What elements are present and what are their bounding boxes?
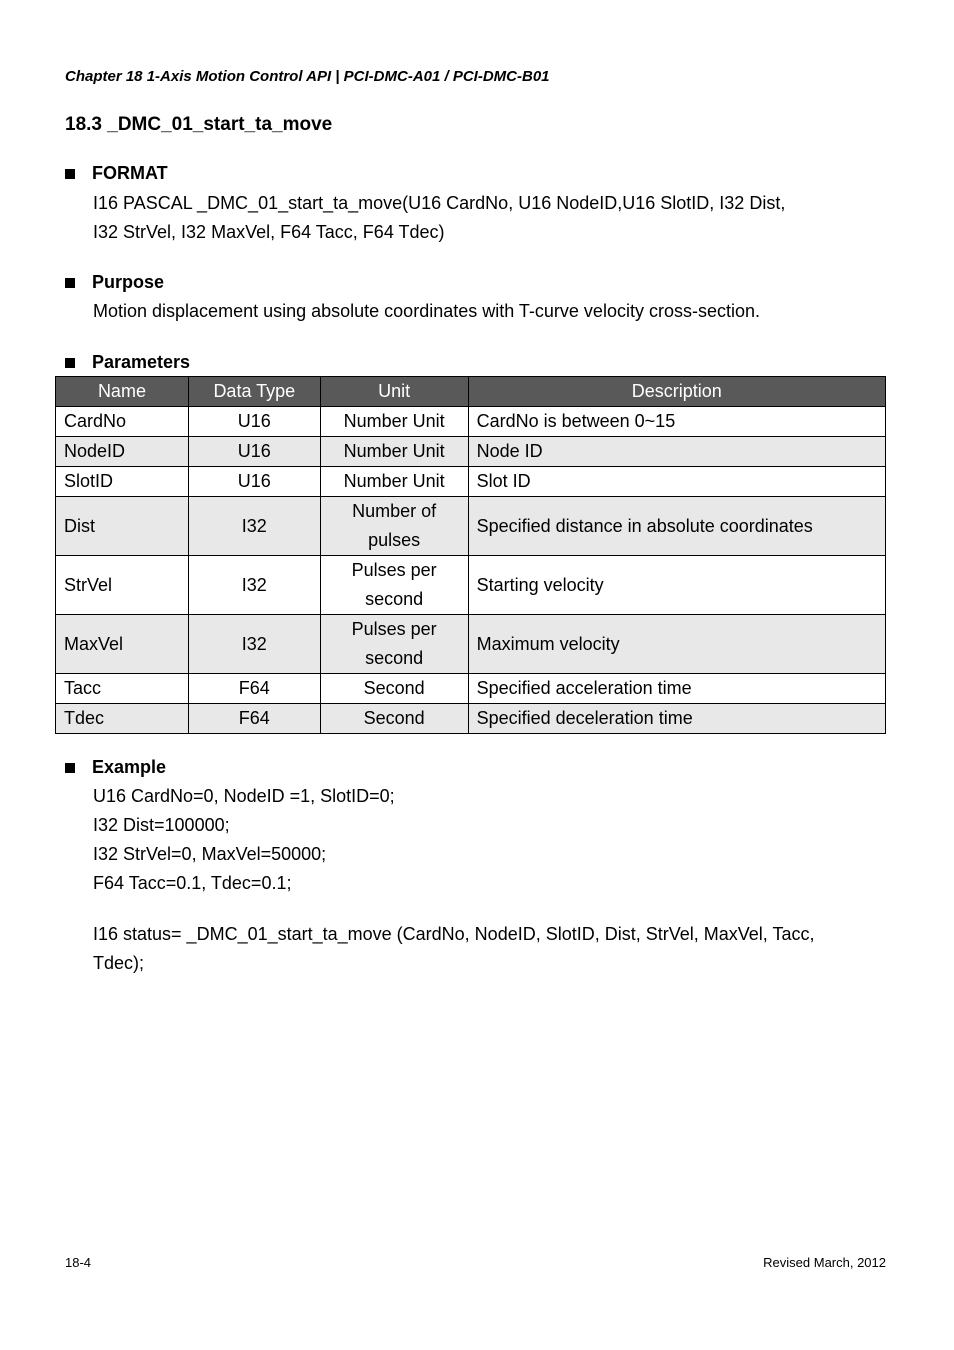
example-line: I32 Dist=100000; <box>93 815 230 835</box>
bullet-square-icon <box>65 169 75 179</box>
example-line: U16 CardNo=0, NodeID =1, SlotID=0; <box>93 786 395 806</box>
param-name: StrVel <box>56 556 189 615</box>
param-description: Starting velocity <box>468 556 885 615</box>
format-signature <box>93 189 785 247</box>
format-heading <box>65 163 168 184</box>
param-description: Maximum velocity <box>468 615 885 674</box>
parameters-heading <box>65 352 190 373</box>
param-unit: Number Unit <box>320 437 468 467</box>
page-number: 18-4 <box>65 1255 92 1270</box>
example-heading <box>65 757 166 778</box>
param-description: Specified distance in absolute coordinates <box>468 497 885 556</box>
example-line: F64 Tacc=0.1, Tdec=0.1; <box>93 873 292 893</box>
example-call-line: Tdec); <box>93 953 145 973</box>
table-row <box>56 556 886 615</box>
column-header-unit: Unit <box>320 377 468 407</box>
param-description: Specified deceleration time <box>468 704 885 734</box>
param-name: CardNo <box>56 407 189 437</box>
param-unit <box>320 556 468 615</box>
column-header-description: Description <box>468 377 885 407</box>
param-type: I32 <box>188 556 320 615</box>
param-name: NodeID <box>56 437 189 467</box>
param-type: F64 <box>188 704 320 734</box>
param-unit: Second <box>320 704 468 734</box>
example-code <box>93 782 395 898</box>
column-header-name: Name <box>56 377 189 407</box>
parameters-heading-label: Parameters <box>92 352 191 372</box>
param-type: F64 <box>188 674 320 704</box>
table-row <box>56 467 886 497</box>
param-unit: Second <box>320 674 468 704</box>
param-unit-line: second <box>365 648 424 668</box>
chapter-header: Chapter 18 1-Axis Motion Control API | PCI-DMC-A01 / PCI-DMC-B01 <box>65 68 550 85</box>
bullet-square-icon <box>65 358 75 368</box>
param-name: SlotID <box>56 467 189 497</box>
param-name: MaxVel <box>56 615 189 674</box>
param-type: I32 <box>188 497 320 556</box>
format-heading-label: FORMAT <box>92 163 168 183</box>
param-type: U16 <box>188 407 320 437</box>
example-call-line: I16 status= _DMC_01_start_ta_move (CardNo, NodeID, SlotID, Dist, StrVel, MaxVel, Tacc, <box>93 924 815 944</box>
param-unit-line: second <box>365 589 424 609</box>
parameters-table <box>55 376 886 734</box>
param-type: U16 <box>188 467 320 497</box>
purpose-heading-label: Purpose <box>92 272 165 292</box>
param-unit-line: Pulses per <box>351 560 437 580</box>
bullet-square-icon <box>65 763 75 773</box>
example-heading-label: Example <box>92 757 167 777</box>
table-row <box>56 674 886 704</box>
param-unit-line: pulses <box>368 530 421 550</box>
param-type: I32 <box>188 615 320 674</box>
param-unit <box>320 497 468 556</box>
param-unit <box>320 615 468 674</box>
param-description: Slot ID <box>468 467 885 497</box>
format-line: I32 StrVel, I32 MaxVel, F64 Tacc, F64 Tdec) <box>93 222 445 242</box>
param-unit-line: Number of <box>352 501 437 521</box>
column-header-data-type: Data Type <box>188 377 320 407</box>
bullet-square-icon <box>65 278 75 288</box>
table-row <box>56 704 886 734</box>
param-name: Dist <box>56 497 189 556</box>
purpose-text: Motion displacement using absolute coordinates with T-curve velocity cross-section. <box>93 301 760 321</box>
example-call <box>93 920 814 978</box>
section-title: 18.3 _DMC_01_start_ta_move <box>65 114 333 135</box>
param-description: Specified acceleration time <box>468 674 885 704</box>
param-description: Node ID <box>468 437 885 467</box>
table-row <box>56 615 886 674</box>
param-unit: Number Unit <box>320 407 468 437</box>
table-row <box>56 497 886 556</box>
param-unit: Number Unit <box>320 467 468 497</box>
purpose-heading <box>65 272 164 293</box>
param-name: Tacc <box>56 674 189 704</box>
example-line: I32 StrVel=0, MaxVel=50000; <box>93 844 327 864</box>
revision-note: Revised March, 2012 <box>763 1255 886 1270</box>
param-name: Tdec <box>56 704 189 734</box>
table-row <box>56 437 886 467</box>
format-line: I16 PASCAL _DMC_01_start_ta_move(U16 CardNo, U16 NodeID,U16 SlotID, I32 Dist, <box>93 193 786 213</box>
table-row <box>56 407 886 437</box>
param-type: U16 <box>188 437 320 467</box>
param-unit-line: Pulses per <box>351 619 437 639</box>
table-header-row <box>56 377 886 407</box>
param-description: CardNo is between 0~15 <box>468 407 885 437</box>
